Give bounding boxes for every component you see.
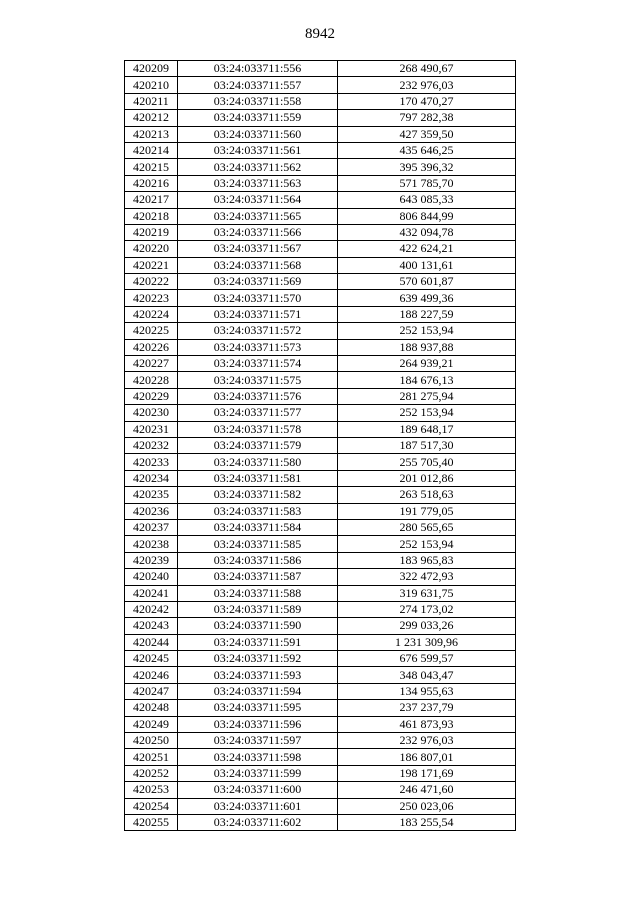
table-row [125, 257, 516, 273]
cadastral-number-cell: 03:24:033711:575 [178, 372, 338, 388]
cadastral-number-cell: 03:24:033711:565 [178, 208, 338, 224]
row-number-cell: 420254 [125, 798, 178, 814]
row-number-cell: 420219 [125, 224, 178, 240]
value-cell: 252 153,94 [338, 536, 516, 552]
table-row [125, 798, 516, 814]
table-row [125, 77, 516, 93]
value-cell: 232 976,03 [338, 733, 516, 749]
row-number-cell: 420214 [125, 142, 178, 158]
value-cell: 198 171,69 [338, 765, 516, 781]
cadastral-number-cell: 03:24:033711:594 [178, 683, 338, 699]
row-number-cell: 420251 [125, 749, 178, 765]
value-cell: 188 937,88 [338, 339, 516, 355]
cadastral-number-cell: 03:24:033711:556 [178, 61, 338, 77]
row-number-cell: 420236 [125, 503, 178, 519]
cadastral-number-cell: 03:24:033711:572 [178, 323, 338, 339]
value-cell: 422 624,21 [338, 241, 516, 257]
row-number-cell: 420223 [125, 290, 178, 306]
cadastral-number-cell: 03:24:033711:566 [178, 224, 338, 240]
row-number-cell: 420253 [125, 782, 178, 798]
table-row [125, 339, 516, 355]
cadastral-number-cell: 03:24:033711:601 [178, 798, 338, 814]
cadastral-number-cell: 03:24:033711:595 [178, 700, 338, 716]
row-number-cell: 420227 [125, 356, 178, 372]
cadastral-number-cell: 03:24:033711:598 [178, 749, 338, 765]
value-cell: 268 490,67 [338, 61, 516, 77]
cadastral-number-cell: 03:24:033711:577 [178, 405, 338, 421]
value-cell: 639 499,36 [338, 290, 516, 306]
row-number-cell: 420217 [125, 192, 178, 208]
row-number-cell: 420220 [125, 241, 178, 257]
value-cell: 191 779,05 [338, 503, 516, 519]
cadastral-number-cell: 03:24:033711:560 [178, 126, 338, 142]
table-row [125, 470, 516, 486]
row-number-cell: 420211 [125, 93, 178, 109]
table-row [125, 208, 516, 224]
value-cell: 263 518,63 [338, 487, 516, 503]
value-cell: 255 705,40 [338, 454, 516, 470]
row-number-cell: 420243 [125, 618, 178, 634]
table-row [125, 192, 516, 208]
cadastral-number-cell: 03:24:033711:578 [178, 421, 338, 437]
row-number-cell: 420222 [125, 274, 178, 290]
cadastral-number-cell: 03:24:033711:574 [178, 356, 338, 372]
cadastral-number-cell: 03:24:033711:585 [178, 536, 338, 552]
value-cell: 252 153,94 [338, 323, 516, 339]
row-number-cell: 420255 [125, 814, 178, 830]
cadastral-number-cell: 03:24:033711:581 [178, 470, 338, 486]
row-number-cell: 420246 [125, 667, 178, 683]
table-row [125, 388, 516, 404]
cadastral-number-cell: 03:24:033711:573 [178, 339, 338, 355]
value-cell: 395 396,32 [338, 159, 516, 175]
table-row [125, 487, 516, 503]
row-number-cell: 420218 [125, 208, 178, 224]
cadastral-number-cell: 03:24:033711:579 [178, 437, 338, 453]
value-cell: 571 785,70 [338, 175, 516, 191]
table-row [125, 61, 516, 77]
row-number-cell: 420233 [125, 454, 178, 470]
row-number-cell: 420249 [125, 716, 178, 732]
value-cell: 400 131,61 [338, 257, 516, 273]
row-number-cell: 420226 [125, 339, 178, 355]
row-number-cell: 420240 [125, 569, 178, 585]
table-row [125, 241, 516, 257]
value-cell: 184 676,13 [338, 372, 516, 388]
table-row [125, 175, 516, 191]
table-row [125, 421, 516, 437]
cadastral-number-cell: 03:24:033711:599 [178, 765, 338, 781]
cadastral-number-cell: 03:24:033711:597 [178, 733, 338, 749]
value-cell: 246 471,60 [338, 782, 516, 798]
value-cell: 189 648,17 [338, 421, 516, 437]
cadastral-number-cell: 03:24:033711:571 [178, 306, 338, 322]
cadastral-number-cell: 03:24:033711:567 [178, 241, 338, 257]
value-cell: 643 085,33 [338, 192, 516, 208]
value-cell: 264 939,21 [338, 356, 516, 372]
cadastral-number-cell: 03:24:033711:564 [178, 192, 338, 208]
row-number-cell: 420213 [125, 126, 178, 142]
cadastral-number-cell: 03:24:033711:576 [178, 388, 338, 404]
table-row [125, 405, 516, 421]
row-number-cell: 420228 [125, 372, 178, 388]
table-row [125, 110, 516, 126]
cadastral-number-cell: 03:24:033711:589 [178, 601, 338, 617]
table-row [125, 274, 516, 290]
table-row [125, 93, 516, 109]
value-cell: 134 955,63 [338, 683, 516, 699]
value-cell: 188 227,59 [338, 306, 516, 322]
cadastral-number-cell: 03:24:033711:580 [178, 454, 338, 470]
row-number-cell: 420234 [125, 470, 178, 486]
value-cell: 232 976,03 [338, 77, 516, 93]
row-number-cell: 420239 [125, 552, 178, 568]
table-row [125, 356, 516, 372]
cadastral-number-cell: 03:24:033711:592 [178, 651, 338, 667]
cadastral-number-cell: 03:24:033711:568 [178, 257, 338, 273]
table-row [125, 618, 516, 634]
cadastral-number-cell: 03:24:033711:587 [178, 569, 338, 585]
cadastral-number-cell: 03:24:033711:602 [178, 814, 338, 830]
row-number-cell: 420221 [125, 257, 178, 273]
cadastral-number-cell: 03:24:033711:558 [178, 93, 338, 109]
value-cell: 186 807,01 [338, 749, 516, 765]
table-row [125, 585, 516, 601]
row-number-cell: 420235 [125, 487, 178, 503]
value-cell: 676 599,57 [338, 651, 516, 667]
table-row [125, 651, 516, 667]
cadastral-number-cell: 03:24:033711:593 [178, 667, 338, 683]
table-row [125, 224, 516, 240]
row-number-cell: 420244 [125, 634, 178, 650]
table-row [125, 634, 516, 650]
row-number-cell: 420230 [125, 405, 178, 421]
cadastral-number-cell: 03:24:033711:596 [178, 716, 338, 732]
row-number-cell: 420238 [125, 536, 178, 552]
cadastral-number-cell: 03:24:033711:588 [178, 585, 338, 601]
cadastral-number-cell: 03:24:033711:591 [178, 634, 338, 650]
value-cell: 252 153,94 [338, 405, 516, 421]
row-number-cell: 420212 [125, 110, 178, 126]
row-number-cell: 420232 [125, 437, 178, 453]
table-row [125, 733, 516, 749]
cadastral-number-cell: 03:24:033711:561 [178, 142, 338, 158]
row-number-cell: 420247 [125, 683, 178, 699]
row-number-cell: 420215 [125, 159, 178, 175]
table-row [125, 142, 516, 158]
cadastral-number-cell: 03:24:033711:570 [178, 290, 338, 306]
value-cell: 348 043,47 [338, 667, 516, 683]
table-row [125, 519, 516, 535]
value-cell: 427 359,50 [338, 126, 516, 142]
table-row [125, 306, 516, 322]
value-cell: 183 255,54 [338, 814, 516, 830]
table-row [125, 126, 516, 142]
cadastral-number-cell: 03:24:033711:563 [178, 175, 338, 191]
value-cell: 187 517,30 [338, 437, 516, 453]
table-row [125, 716, 516, 732]
table-row [125, 323, 516, 339]
table-row [125, 552, 516, 568]
table-row [125, 765, 516, 781]
row-number-cell: 420231 [125, 421, 178, 437]
value-cell: 274 173,02 [338, 601, 516, 617]
value-cell: 435 646,25 [338, 142, 516, 158]
table-row [125, 569, 516, 585]
value-cell: 797 282,38 [338, 110, 516, 126]
row-number-cell: 420241 [125, 585, 178, 601]
value-cell: 570 601,87 [338, 274, 516, 290]
table-row [125, 503, 516, 519]
table-row [125, 749, 516, 765]
cadastral-number-cell: 03:24:033711:562 [178, 159, 338, 175]
value-cell: 299 033,26 [338, 618, 516, 634]
row-number-cell: 420210 [125, 77, 178, 93]
cadastral-number-cell: 03:24:033711:557 [178, 77, 338, 93]
cadastral-number-cell: 03:24:033711:586 [178, 552, 338, 568]
page-number: 8942 [305, 26, 335, 42]
cadastral-value-table [124, 60, 516, 831]
table-row [125, 159, 516, 175]
table-row [125, 814, 516, 830]
table-row [125, 782, 516, 798]
value-cell: 322 472,93 [338, 569, 516, 585]
value-cell: 280 565,65 [338, 519, 516, 535]
table-row [125, 290, 516, 306]
row-number-cell: 420248 [125, 700, 178, 716]
row-number-cell: 420250 [125, 733, 178, 749]
value-cell: 319 631,75 [338, 585, 516, 601]
row-number-cell: 420216 [125, 175, 178, 191]
table-row [125, 700, 516, 716]
table-body [125, 61, 516, 831]
value-cell: 201 012,86 [338, 470, 516, 486]
value-cell: 237 237,79 [338, 700, 516, 716]
row-number-cell: 420245 [125, 651, 178, 667]
row-number-cell: 420229 [125, 388, 178, 404]
cadastral-number-cell: 03:24:033711:569 [178, 274, 338, 290]
table-row [125, 372, 516, 388]
row-number-cell: 420225 [125, 323, 178, 339]
cadastral-number-cell: 03:24:033711:600 [178, 782, 338, 798]
value-cell: 461 873,93 [338, 716, 516, 732]
cadastral-number-cell: 03:24:033711:590 [178, 618, 338, 634]
row-number-cell: 420242 [125, 601, 178, 617]
value-cell: 1 231 309,96 [338, 634, 516, 650]
cadastral-number-cell: 03:24:033711:583 [178, 503, 338, 519]
table-row [125, 454, 516, 470]
table-row [125, 601, 516, 617]
row-number-cell: 420237 [125, 519, 178, 535]
value-cell: 170 470,27 [338, 93, 516, 109]
row-number-cell: 420252 [125, 765, 178, 781]
value-cell: 250 023,06 [338, 798, 516, 814]
cadastral-number-cell: 03:24:033711:582 [178, 487, 338, 503]
table-row [125, 437, 516, 453]
row-number-cell: 420224 [125, 306, 178, 322]
table-row [125, 667, 516, 683]
row-number-cell: 420209 [125, 61, 178, 77]
cadastral-number-cell: 03:24:033711:559 [178, 110, 338, 126]
table-row [125, 683, 516, 699]
value-cell: 806 844,99 [338, 208, 516, 224]
value-cell: 281 275,94 [338, 388, 516, 404]
cadastral-number-cell: 03:24:033711:584 [178, 519, 338, 535]
value-cell: 432 094,78 [338, 224, 516, 240]
table-row [125, 536, 516, 552]
value-cell: 183 965,83 [338, 552, 516, 568]
